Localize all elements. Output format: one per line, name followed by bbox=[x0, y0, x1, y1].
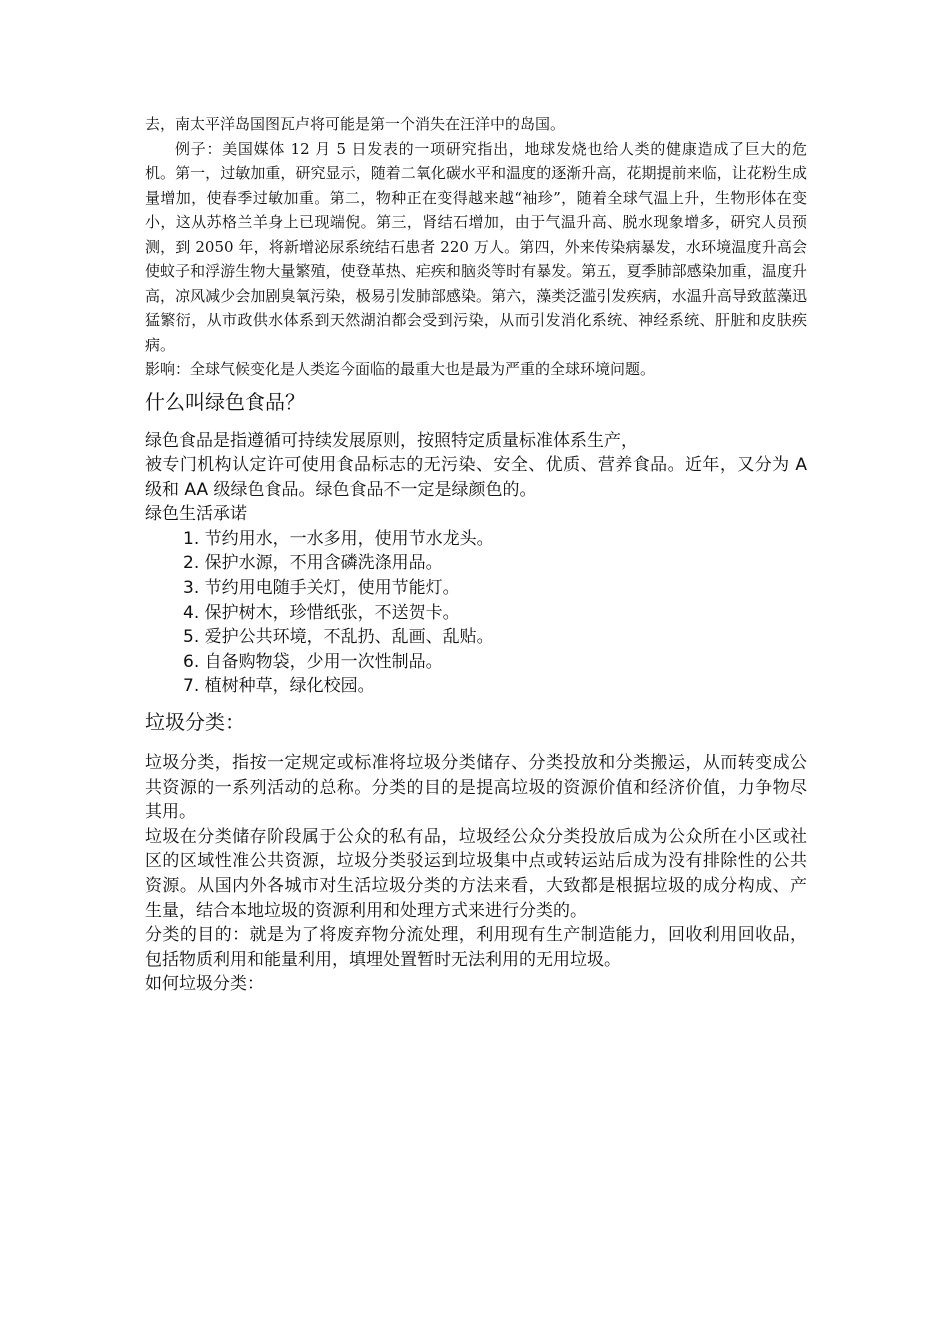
green-food-line-2: 被专门机构认定许可使用食品标志的无污染、安全、优质、营养食品。近年，又分为 A 级和 AA 级绿色食品。绿色食品不一定是绿颜色的。 bbox=[145, 455, 807, 500]
garbage-heading: 垃圾分类： bbox=[145, 710, 245, 735]
pledge-item: 6. 自备购物袋，少用一次性制品。 bbox=[183, 651, 443, 672]
green-food-section bbox=[145, 387, 807, 700]
green-food-line-1: 绿色食品是指遵循可持续发展原则，按照特定质量标准体系生产， bbox=[145, 430, 638, 451]
garbage-stages-paragraph: 垃圾在分类储存阶段属于公众的私有品，垃圾经公众分类投放后成为公众所在小区或社区的区域性准公共资源，垃圾分类驳运到垃圾集中点或转运站后成为没有排除性的公共资源。从国内外各城市对生活垃圾分类的方法来看，大致都是根据垃圾的成分构成、产生量，结合本地垃圾的资源利用和处理方式来进行分类的。 bbox=[145, 826, 807, 921]
climate-intro-paragraph: 去，南太平洋岛国图瓦卢将可能是第一个消失在汪洋中的岛国。 bbox=[145, 115, 566, 133]
garbage-purpose-paragraph: 分类的目的：就是为了将废弃物分流处理，利用现有生产制造能力，回收利用回收品，包括物质利用和能量利用，填埋处置暂时无法利用的无用垃圾。 bbox=[145, 925, 807, 970]
climate-example-paragraph: 例子：美国媒体 12 月 5 日发表的一项研究指出，地球发烧也给人类的健康造成了巨大的危机。第一，过敏加重，研究显示，随着二氧化碳水平和温度的逐渐升高，花期提前来临，让花粉生成量增加，使春季过敏加重。第二，物种正在变得越来越“袖珍”，随着全球气温上升，生物形体在变小，这从苏格兰羊身上已现端倪。第三，肾结石增加，由于气温升高、脱水现象增多，研究人员预测，到 2050 年，将新增泌尿系统结石患者 220 万人。第四，外来传染病暴发，水环境温度升高会使蚊子和浮游生物大量繁殖，使登革热、疟疾和脑炎等时有暴发。第五，夏季肺部感染加重，温度升高，凉风减少会加剧臭氧污染，极易引发肺部感染。第六，藻类泛滥引发疾病，水温升高导致蓝藻迅猛繁衍，从市政供水体系到天然湖泊都会受到污染，从而引发消化系统、神经系统、肝脏和皮肤疾病。 bbox=[145, 139, 807, 354]
pledge-item: 7. 植树种草，绿化校园。 bbox=[183, 676, 375, 697]
pledge-list bbox=[145, 527, 807, 699]
garbage-definition-paragraph: 垃圾分类，指按一定规定或标准将垃圾分类储存、分类投放和分类搬运，从而转变成公共资源的一系列活动的总称。分类的目的是提高垃圾的资源价值和经济价值，力争物尽其用。 bbox=[145, 753, 807, 823]
pledge-item: 1. 节约用水，一水多用，使用节水龙头。 bbox=[183, 528, 494, 549]
pledge-item: 3. 节约用电随手关灯，使用节能灯。 bbox=[183, 578, 460, 599]
pledge-item: 2. 保护水源，不用含磷洗涤用品。 bbox=[183, 553, 443, 574]
pledge-item: 4. 保护树木，珍惜纸张，不送贺卡。 bbox=[183, 602, 460, 623]
climate-section bbox=[145, 112, 807, 382]
garbage-section bbox=[145, 707, 807, 997]
garbage-how-to-label: 如何垃圾分类： bbox=[145, 974, 264, 995]
pledge-item: 5. 爱护公共环境，不乱扔、乱画、乱贴。 bbox=[183, 627, 494, 648]
document-page bbox=[145, 112, 807, 997]
green-food-heading: 什么叫绿色食品？ bbox=[145, 389, 305, 414]
pledge-title: 绿色生活承诺 bbox=[145, 504, 247, 525]
climate-impact-paragraph: 影响：全球气候变化是人类迄今面临的最重大也是最为严重的全球环境问题。 bbox=[145, 360, 656, 378]
